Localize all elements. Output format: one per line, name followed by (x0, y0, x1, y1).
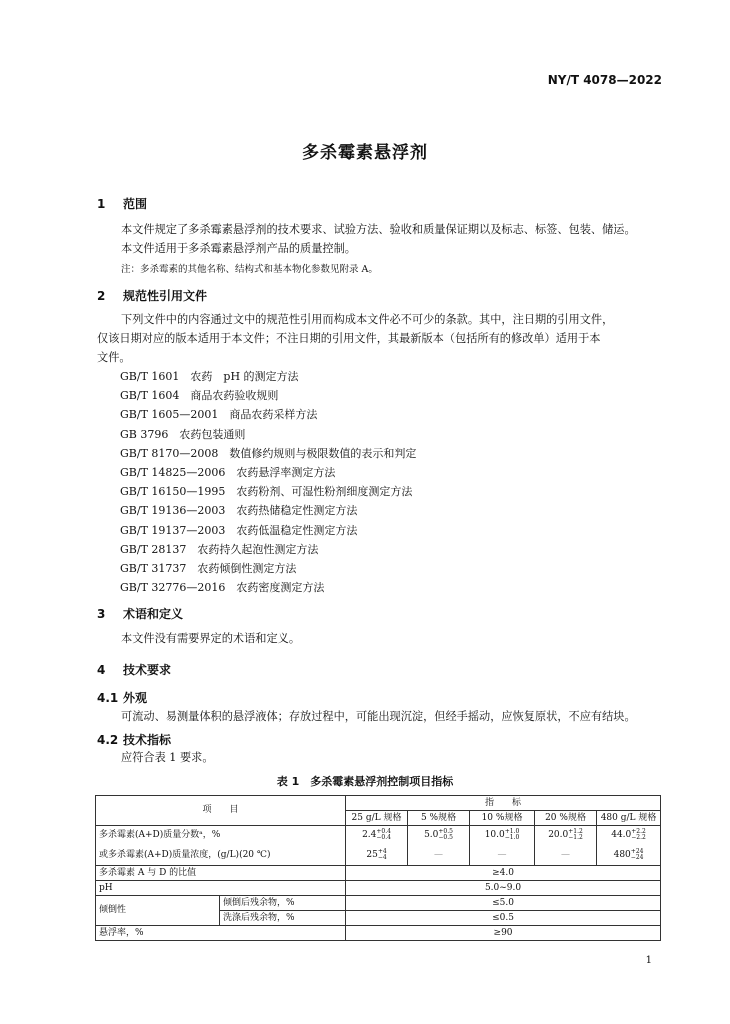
tol-plus: +0.4 (376, 828, 391, 836)
spec-header: 480 g/L 规格 (597, 811, 661, 826)
row-label: pH (96, 881, 346, 896)
document-title: 多杀霉素悬浮剂 (302, 143, 428, 163)
reference-item: GB/T 1605—2001 商品农药采样方法 (120, 408, 318, 422)
index-header: 指 标 (346, 796, 661, 811)
reference-item: GB/T 16150—1995 农药粉剂、可湿性粉剂细度测定方法 (120, 485, 413, 499)
cell (470, 826, 535, 846)
paragraph: 下列文件中的内容通过文中的规范性引用而构成本文件必不可少的条款。其中，注日期的引用文件， (121, 313, 614, 326)
row-sublabel: 倾倒后残余物，% (220, 896, 346, 911)
section-number: 3 (97, 607, 106, 621)
cell (408, 826, 470, 846)
spec-table (95, 795, 661, 941)
cell-value: 25 (366, 849, 378, 860)
reference-item: GB/T 8170—2008 数值修约规则与极限数值的表示和判定 (120, 446, 417, 460)
paragraph: 应符合表 1 要求。 (121, 751, 214, 764)
section-title: 技术指标 (123, 733, 172, 747)
row-label: 倾倒性 (96, 896, 220, 926)
cell-value: 20.0 (548, 830, 569, 841)
paragraph: 可流动、易测量体积的悬浮液体；存放过程中，可能出现沉淀，但经手摇动，应恢复原状，不应有结块。 (121, 710, 636, 723)
cell (597, 826, 661, 846)
cell-value: 480 (613, 849, 631, 860)
row-sublabel: 洗涤后残余物，% (220, 911, 346, 926)
table-row (96, 826, 661, 846)
tol-minus: −1.2 (568, 834, 583, 842)
cell: — (470, 846, 535, 866)
spec-header: 20 %规格 (535, 811, 597, 826)
cell: ≥90 (346, 926, 661, 941)
cell: ≤5.0 (346, 896, 661, 911)
paragraph: 仅该日期对应的版本适用于本文件；不注日期的引用文件，其最新版本（包括所有的修改单）适用于本 (97, 332, 601, 345)
section-2-heading (97, 287, 207, 304)
reference-item: GB/T 19136—2003 农药热储稳定性测定方法 (120, 504, 358, 518)
tol-plus: +0.5 (438, 828, 453, 836)
table-row (96, 866, 661, 881)
reference-item: GB/T 1604 商品农药验收规则 (120, 389, 279, 403)
cell: ≥4.0 (346, 866, 661, 881)
row-label: 或多杀霉素(A+D)质量浓度，(g/L)(20 ℃) (96, 846, 346, 866)
reference-item: GB 3796 农药包装通则 (120, 427, 246, 441)
reference-item: GB/T 19137—2003 农药低温稳定性测定方法 (120, 523, 358, 537)
table-row (96, 926, 661, 941)
table-row (96, 846, 661, 866)
tol-plus: +1.2 (568, 828, 583, 836)
table-header-row (96, 796, 661, 811)
section-title: 技术要求 (123, 663, 172, 677)
paragraph: 文件。 (97, 351, 131, 364)
section-number: 1 (97, 197, 106, 211)
paragraph: 本文件规定了多杀霉素悬浮剂的技术要求、试验方法、验收和质量保证期以及标志、标签、包装、储运。 (121, 223, 636, 236)
reference-item: GB/T 1601 农药 pH 的测定方法 (120, 370, 299, 383)
cell: — (535, 846, 597, 866)
cell: 5.0~9.0 (346, 881, 661, 896)
item-header: 项 目 (96, 796, 346, 826)
cell-value: 2.4 (362, 830, 377, 841)
section-number: 4 (97, 663, 106, 677)
section-4-1-heading (97, 689, 147, 706)
tol-minus: −24 (630, 853, 644, 861)
section-title: 规范性引用文件 (123, 289, 208, 303)
table-row (96, 881, 661, 896)
reference-item: GB/T 28137 农药持久起泡性测定方法 (120, 542, 319, 556)
section-number: 4.1 (97, 691, 119, 705)
section-title: 术语和定义 (123, 607, 184, 621)
section-number: 4.2 (97, 733, 119, 747)
tol-minus: −0.5 (438, 834, 453, 842)
note: 注：多杀霉素的其他名称、结构式和基本物化参数见附录 A。 (121, 264, 378, 275)
row-label: 多杀霉素(A+D)质量分数ᵃ，% (96, 826, 346, 846)
section-3-heading (97, 605, 183, 622)
tol-plus: +2.2 (631, 828, 646, 836)
section-4-2-heading (97, 731, 171, 748)
cell: — (408, 846, 470, 866)
cell-value: 10.0 (484, 830, 505, 841)
cell-value: 5.0 (424, 830, 439, 841)
spec-header: 10 %规格 (470, 811, 535, 826)
cell (346, 826, 408, 846)
cell-value: 44.0 (611, 830, 632, 841)
standard-number: NY/T 4078—2022 (547, 73, 662, 87)
cell (597, 846, 661, 866)
table-caption: 表 1 多杀霉素悬浮剂控制项目指标 (276, 775, 454, 788)
section-number: 2 (97, 289, 106, 303)
tol-plus: +24 (630, 847, 644, 855)
row-label: 悬浮率，% (96, 926, 346, 941)
reference-list (120, 367, 416, 597)
tol-plus: +1.0 (504, 828, 520, 836)
section-title: 范围 (123, 197, 148, 211)
tol-minus: −0.4 (376, 834, 391, 842)
reference-item: GB/T 31737 农药倾倒性测定方法 (120, 562, 297, 576)
section-1-heading (97, 195, 147, 212)
cell (535, 826, 597, 846)
paragraph: 本文件没有需要界定的术语和定义。 (121, 632, 301, 645)
tol-minus: −1.0 (504, 834, 520, 842)
section-title: 外观 (123, 691, 148, 705)
spec-header: 25 g/L 规格 (346, 811, 408, 826)
cell: ≤0.5 (346, 911, 661, 926)
section-4-heading (97, 661, 171, 678)
page-number: 1 (645, 955, 652, 966)
paragraph: 本文件适用于多杀霉素悬浮剂产品的质量控制。 (121, 242, 356, 255)
tol-minus: −2.2 (631, 834, 646, 842)
tol-plus: +4 (377, 847, 387, 855)
table-row (96, 896, 661, 911)
tol-minus: −4 (377, 853, 387, 861)
cell (346, 846, 408, 866)
row-label: 多杀霉素 A 与 D 的比值 (96, 866, 346, 881)
reference-item: GB/T 32776—2016 农药密度测定方法 (120, 581, 325, 595)
reference-item: GB/T 14825—2006 农药悬浮率测定方法 (120, 466, 336, 480)
spec-header: 5 %规格 (408, 811, 470, 826)
